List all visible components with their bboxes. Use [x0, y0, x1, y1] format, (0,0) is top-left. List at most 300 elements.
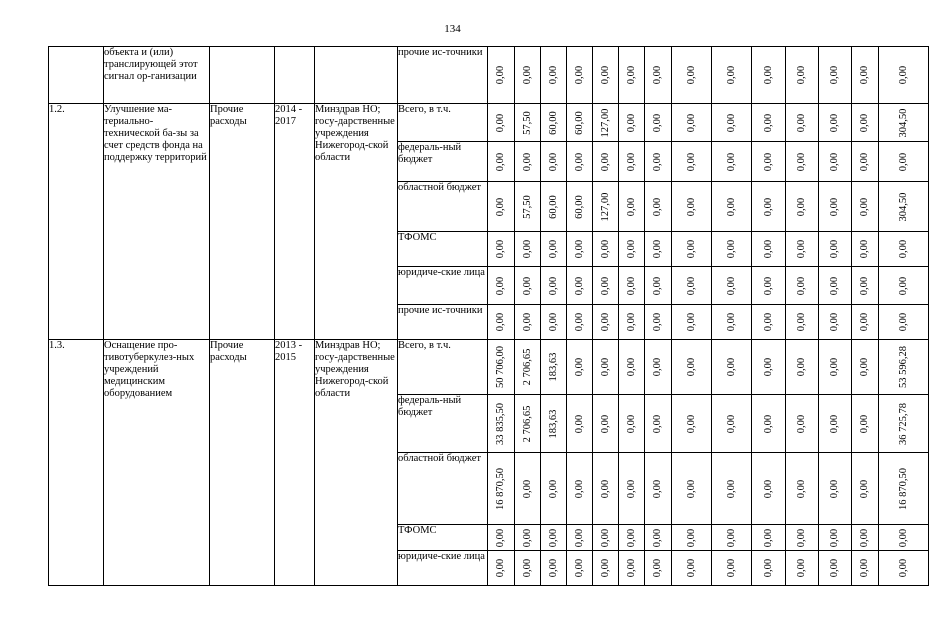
amount-cell	[819, 182, 852, 232]
amount-value: 0,00	[859, 239, 870, 259]
amount-value: 0,00	[685, 479, 697, 498]
amount-value: 0,00	[521, 239, 533, 259]
amount-cell	[541, 267, 567, 305]
amount-cell	[852, 340, 879, 395]
amount-value: 0,00	[796, 113, 807, 132]
amount-cell	[619, 453, 645, 525]
amount-value: 0,00	[829, 152, 840, 171]
amount-cell	[593, 47, 619, 104]
amount-value: 0,00	[573, 152, 585, 171]
amount-value: 0,00	[652, 558, 663, 578]
amount-cell	[541, 340, 567, 395]
amount-value: 0,00	[725, 65, 737, 85]
amount-value: 0,00	[625, 239, 637, 259]
amount-cell	[515, 182, 541, 232]
amount-value: 0,00	[796, 414, 807, 433]
amount-value: 0,00	[495, 276, 506, 295]
amount-value: 0,00	[829, 113, 840, 132]
amount-value: 0,00	[796, 357, 807, 377]
amount-value: 0,00	[725, 357, 737, 377]
amount-cell	[515, 232, 541, 267]
amount-value: 0,00	[495, 152, 506, 171]
amount-value: 0,00	[762, 152, 774, 171]
amount-value: 0,00	[599, 479, 611, 498]
amount-cell	[488, 395, 515, 453]
amount-value: 0,00	[897, 152, 909, 171]
amount-value: 0,00	[725, 414, 737, 433]
amount-value: 183,63	[547, 352, 559, 382]
amount-cell	[619, 104, 645, 142]
amount-value: 0,00	[859, 65, 870, 85]
amount-cell	[593, 142, 619, 182]
amount-value: 0,00	[897, 312, 909, 332]
amount-value: 0,00	[829, 414, 840, 433]
amount-cell	[567, 182, 593, 232]
amount-value: 0,00	[859, 414, 870, 433]
amount-cell	[515, 453, 541, 525]
amount-value: 0,00	[599, 312, 611, 332]
amount-value: 0,00	[725, 113, 737, 132]
funding-source-cell: областной бюджет	[398, 453, 488, 525]
amount-cell	[541, 305, 567, 340]
amount-value: 0,00	[573, 558, 585, 578]
amount-cell	[619, 395, 645, 453]
amount-value: 0,00	[725, 152, 737, 171]
amount-cell	[786, 525, 819, 551]
amount-value: 0,00	[521, 312, 533, 332]
amount-value: 0,00	[625, 414, 637, 433]
amount-cell	[515, 305, 541, 340]
amount-value: 60,00	[573, 194, 585, 219]
amount-value: 0,00	[521, 479, 533, 498]
amount-value: 0,00	[725, 239, 737, 259]
amount-value: 0,00	[652, 197, 663, 216]
amount-value: 0,00	[762, 239, 774, 259]
measure-title-cell: Оснащение про-тивотуберкулез-ных учреждений медицинским оборудованием	[104, 340, 210, 586]
page-number: 134	[444, 23, 461, 35]
amount-value: 0,00	[796, 312, 807, 332]
amount-cell	[819, 47, 852, 104]
expense-type-cell: Прочие расходы	[210, 340, 275, 586]
amount-value: 57,50	[521, 110, 533, 135]
amount-value: 60,00	[547, 194, 559, 219]
amount-value: 0,00	[897, 65, 909, 85]
amount-value: 0,00	[725, 528, 737, 547]
amount-value: 0,00	[625, 197, 637, 216]
amount-value: 0,00	[829, 239, 840, 259]
amount-value: 0,00	[495, 528, 506, 547]
amount-value: 0,00	[521, 152, 533, 171]
amount-value: 0,00	[521, 558, 533, 578]
amount-cell	[819, 453, 852, 525]
amount-cell	[567, 340, 593, 395]
amount-cell	[488, 232, 515, 267]
amount-value: 0,00	[495, 65, 506, 85]
amount-value: 0,00	[762, 276, 774, 295]
amount-cell	[488, 305, 515, 340]
amount-cell	[852, 267, 879, 305]
amount-value: 0,00	[762, 528, 774, 547]
amount-cell	[541, 395, 567, 453]
amount-value: 0,00	[897, 558, 909, 578]
amount-value: 0,00	[652, 152, 663, 171]
amount-cell	[672, 305, 712, 340]
amount-value: 0,00	[625, 113, 637, 132]
amount-cell	[515, 142, 541, 182]
amount-cell	[645, 551, 672, 586]
amount-cell	[567, 232, 593, 267]
amount-cell	[672, 104, 712, 142]
amount-cell	[852, 232, 879, 267]
amount-value: 0,00	[573, 414, 585, 433]
amount-cell	[593, 453, 619, 525]
amount-value: 0,00	[859, 558, 870, 578]
amount-value: 0,00	[796, 65, 807, 85]
amount-value: 0,00	[599, 414, 611, 433]
amount-value: 0,00	[897, 276, 909, 295]
amount-value: 0,00	[573, 276, 585, 295]
amount-cell	[879, 453, 929, 525]
amount-cell	[852, 142, 879, 182]
measure-title-cell: объекта и (или) транслирующей этот сигнал ор-ганизации	[104, 47, 210, 104]
amount-value: 57,50	[521, 194, 533, 219]
amount-cell	[593, 182, 619, 232]
amount-cell	[752, 267, 786, 305]
amount-value: 0,00	[685, 528, 697, 547]
amount-cell	[567, 551, 593, 586]
amount-value: 0,00	[652, 312, 663, 332]
amount-cell	[879, 525, 929, 551]
amount-value: 0,00	[573, 479, 585, 498]
amount-value: 0,00	[652, 239, 663, 259]
amount-value: 0,00	[796, 479, 807, 498]
amount-cell	[712, 340, 752, 395]
funding-source-cell: Всего, в т.ч.	[398, 340, 488, 395]
amount-value: 0,00	[725, 312, 737, 332]
amount-cell	[752, 305, 786, 340]
amount-value: 0,00	[495, 113, 506, 132]
amount-value: 0,00	[495, 312, 506, 332]
amount-cell	[672, 142, 712, 182]
amount-cell	[819, 395, 852, 453]
amount-cell	[645, 525, 672, 551]
amount-value: 0,00	[547, 152, 559, 171]
funding-source-cell: юридиче-ские лица	[398, 267, 488, 305]
amount-value: 0,00	[547, 65, 559, 85]
amount-value: 0,00	[685, 197, 697, 216]
amount-value: 0,00	[599, 558, 611, 578]
amount-value: 0,00	[625, 357, 637, 377]
amount-value: 0,00	[652, 357, 663, 377]
amount-cell	[712, 525, 752, 551]
amount-cell	[619, 305, 645, 340]
period-cell: 2014 - 2017	[275, 104, 315, 340]
amount-cell	[567, 267, 593, 305]
table-row	[49, 47, 929, 104]
amount-cell	[786, 182, 819, 232]
amount-value: 127,00	[599, 108, 611, 137]
amount-value: 0,00	[685, 357, 697, 377]
amount-cell	[645, 340, 672, 395]
amount-value: 0,00	[859, 276, 870, 295]
amount-value: 0,00	[573, 65, 585, 85]
amount-value: 0,00	[625, 65, 637, 85]
amount-value: 0,00	[652, 276, 663, 295]
amount-value: 0,00	[547, 312, 559, 332]
amount-value: 0,00	[796, 152, 807, 171]
amount-value: 0,00	[725, 276, 737, 295]
amount-cell	[712, 453, 752, 525]
amount-value: 0,00	[859, 197, 870, 216]
amount-cell	[852, 395, 879, 453]
amount-cell	[786, 305, 819, 340]
amount-value: 50 706,00	[495, 346, 506, 388]
budget-table	[48, 46, 929, 586]
amount-value: 127,00	[599, 192, 611, 221]
amount-cell	[645, 267, 672, 305]
amount-value: 0,00	[573, 239, 585, 259]
amount-cell	[515, 395, 541, 453]
amount-cell	[752, 104, 786, 142]
amount-cell	[541, 182, 567, 232]
amount-cell	[541, 142, 567, 182]
amount-cell	[593, 395, 619, 453]
amount-value: 0,00	[573, 357, 585, 377]
amount-cell	[541, 47, 567, 104]
amount-value: 0,00	[796, 239, 807, 259]
funding-source-cell: прочие ис-точники	[398, 47, 488, 104]
amount-cell	[752, 453, 786, 525]
amount-value: 0,00	[829, 357, 840, 377]
amount-value: 0,00	[685, 152, 697, 171]
amount-cell	[672, 525, 712, 551]
amount-value: 0,00	[829, 197, 840, 216]
amount-cell	[819, 551, 852, 586]
expense-type-cell	[210, 47, 275, 104]
amount-cell	[786, 232, 819, 267]
amount-cell	[819, 525, 852, 551]
amount-cell	[488, 142, 515, 182]
amount-value: 16 870,50	[897, 467, 909, 510]
amount-cell	[786, 340, 819, 395]
amount-cell	[712, 182, 752, 232]
amount-cell	[752, 182, 786, 232]
amount-cell	[645, 142, 672, 182]
amount-cell	[752, 232, 786, 267]
amount-value: 0,00	[762, 414, 774, 433]
amount-value: 0,00	[521, 528, 533, 547]
amount-cell	[645, 232, 672, 267]
amount-cell	[879, 395, 929, 453]
amount-cell	[645, 104, 672, 142]
amount-value: 0,00	[829, 479, 840, 498]
amount-value: 0,00	[829, 312, 840, 332]
amount-cell	[619, 267, 645, 305]
budget-table-body	[49, 47, 929, 586]
amount-cell	[786, 551, 819, 586]
measure-number-cell: 1.2.	[49, 104, 104, 340]
amount-value: 0,00	[495, 558, 506, 578]
amount-value: 0,00	[625, 312, 637, 332]
amount-value: 0,00	[547, 479, 559, 498]
amount-cell	[619, 182, 645, 232]
amount-cell	[645, 305, 672, 340]
amount-value: 0,00	[625, 152, 637, 171]
amount-value: 0,00	[685, 239, 697, 259]
amount-value: 0,00	[495, 239, 506, 259]
amount-cell	[593, 525, 619, 551]
amount-value: 0,00	[685, 113, 697, 132]
amount-cell	[712, 232, 752, 267]
amount-value: 0,00	[796, 276, 807, 295]
amount-cell	[515, 267, 541, 305]
amount-cell	[786, 142, 819, 182]
amount-cell	[567, 142, 593, 182]
amount-cell	[672, 47, 712, 104]
amount-value: 0,00	[859, 357, 870, 377]
amount-value: 0,00	[796, 197, 807, 216]
amount-cell	[879, 340, 929, 395]
amount-cell	[786, 104, 819, 142]
amount-value: 0,00	[625, 558, 637, 578]
amount-cell	[619, 340, 645, 395]
amount-value: 0,00	[725, 479, 737, 498]
amount-value: 0,00	[625, 528, 637, 547]
amount-value: 183,63	[547, 409, 559, 438]
amount-cell	[488, 525, 515, 551]
amount-cell	[593, 104, 619, 142]
amount-cell	[567, 395, 593, 453]
amount-cell	[645, 395, 672, 453]
amount-cell	[752, 551, 786, 586]
amount-value: 2 706,65	[521, 348, 533, 386]
amount-value: 0,00	[685, 414, 697, 433]
amount-cell	[879, 104, 929, 142]
amount-cell	[488, 340, 515, 395]
amount-cell	[619, 47, 645, 104]
amount-value: 36 725,78	[897, 402, 909, 445]
amount-cell	[879, 232, 929, 267]
amount-value: 0,00	[573, 528, 585, 547]
amount-value: 0,00	[725, 197, 737, 216]
executor-cell	[315, 47, 398, 104]
amount-cell	[567, 104, 593, 142]
funding-source-cell: Всего, в т.ч.	[398, 104, 488, 142]
amount-value: 33 835,50	[495, 402, 506, 445]
amount-value: 0,00	[652, 528, 663, 547]
amount-cell	[488, 453, 515, 525]
amount-cell	[786, 47, 819, 104]
amount-value: 0,00	[547, 276, 559, 295]
amount-cell	[712, 104, 752, 142]
amount-value: 0,00	[762, 357, 774, 377]
funding-source-cell: прочие ис-точники	[398, 305, 488, 340]
amount-cell	[645, 182, 672, 232]
amount-value: 0,00	[521, 65, 533, 85]
amount-cell	[752, 142, 786, 182]
amount-value: 0,00	[573, 312, 585, 332]
amount-cell	[852, 551, 879, 586]
amount-value: 0,00	[859, 312, 870, 332]
amount-value: 0,00	[685, 558, 697, 578]
amount-value: 0,00	[897, 239, 909, 259]
amount-value: 0,00	[859, 479, 870, 498]
amount-cell	[752, 525, 786, 551]
amount-cell	[515, 104, 541, 142]
funding-source-cell: юридиче-ские лица	[398, 551, 488, 586]
funding-source-cell: федераль-ный бюджет	[398, 142, 488, 182]
amount-cell	[819, 104, 852, 142]
amount-value: 0,00	[796, 558, 807, 578]
amount-value: 0,00	[685, 276, 697, 295]
amount-cell	[488, 104, 515, 142]
amount-cell	[672, 395, 712, 453]
amount-cell	[879, 551, 929, 586]
amount-cell	[712, 551, 752, 586]
amount-cell	[786, 267, 819, 305]
amount-value: 0,00	[762, 65, 774, 85]
amount-value: 0,00	[652, 65, 663, 85]
amount-cell	[712, 305, 752, 340]
amount-cell	[619, 142, 645, 182]
amount-cell	[619, 525, 645, 551]
measure-number-cell: 1.3.	[49, 340, 104, 586]
amount-value: 0,00	[652, 479, 663, 498]
amount-value: 0,00	[859, 113, 870, 132]
measure-number-cell	[49, 47, 104, 104]
amount-cell	[819, 232, 852, 267]
amount-value: 0,00	[796, 528, 807, 547]
amount-cell	[593, 232, 619, 267]
amount-value: 0,00	[762, 113, 774, 132]
amount-cell	[819, 142, 852, 182]
amount-cell	[852, 525, 879, 551]
amount-cell	[852, 104, 879, 142]
amount-cell	[672, 267, 712, 305]
amount-value: 0,00	[829, 558, 840, 578]
amount-value: 0,00	[685, 65, 697, 85]
amount-value: 0,00	[829, 528, 840, 547]
amount-cell	[712, 395, 752, 453]
amount-cell	[488, 47, 515, 104]
amount-value: 0,00	[495, 197, 506, 216]
amount-cell	[541, 525, 567, 551]
amount-value: 0,00	[897, 528, 909, 547]
executor-cell: Минздрав НО; госу-дарственные учреждения Нижегород-ской области	[315, 104, 398, 340]
amount-cell	[672, 551, 712, 586]
amount-cell	[593, 267, 619, 305]
funding-source-cell: ТФОМС	[398, 525, 488, 551]
amount-cell	[567, 47, 593, 104]
amount-cell	[672, 453, 712, 525]
amount-cell	[819, 267, 852, 305]
amount-value: 0,00	[762, 197, 774, 216]
amount-value: 0,00	[829, 276, 840, 295]
amount-value: 0,00	[762, 312, 774, 332]
period-cell	[275, 47, 315, 104]
amount-value: 0,00	[599, 357, 611, 377]
amount-cell	[515, 551, 541, 586]
amount-cell	[786, 395, 819, 453]
amount-value: 0,00	[599, 528, 611, 547]
funding-source-cell: федераль-ный бюджет	[398, 395, 488, 453]
amount-cell	[515, 340, 541, 395]
amount-cell	[879, 142, 929, 182]
amount-cell	[645, 47, 672, 104]
table-row	[49, 104, 929, 142]
amount-cell	[488, 551, 515, 586]
amount-cell	[879, 47, 929, 104]
